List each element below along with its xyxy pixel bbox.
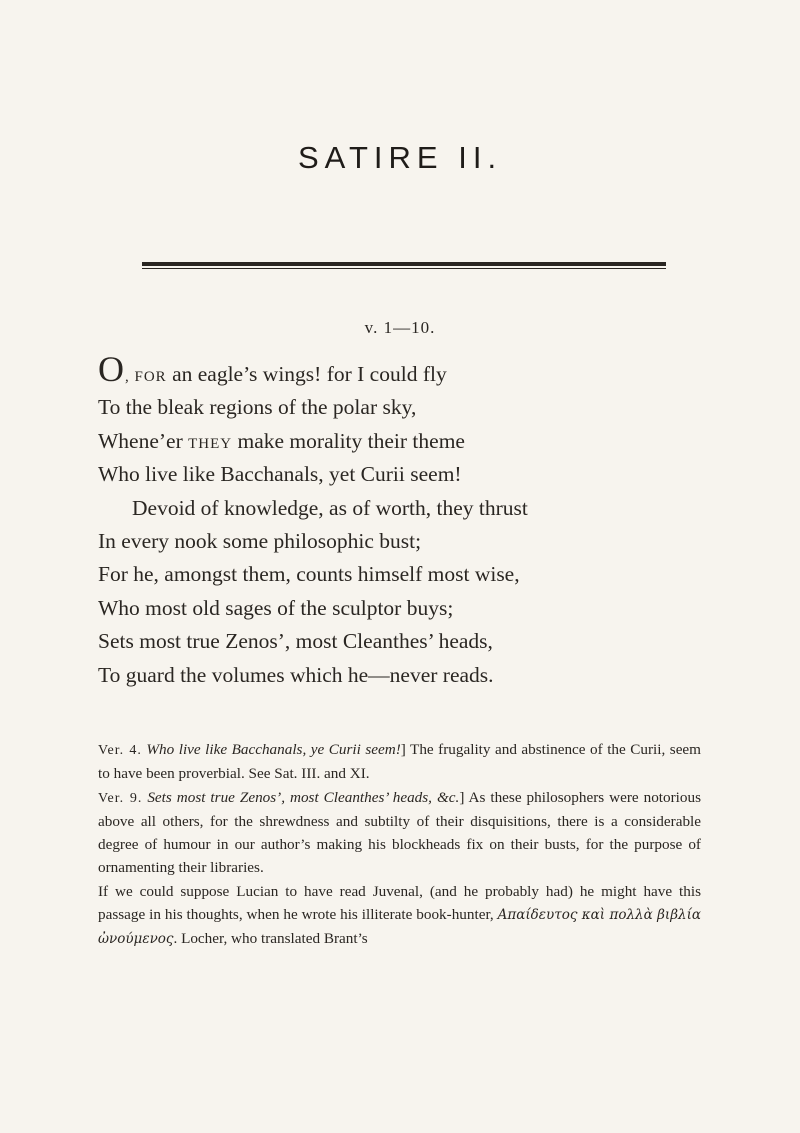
- poem-line-2: To the bleak regions of the polar sky,: [98, 395, 417, 420]
- poem-line-10: To guard the volumes which he—never reads.: [98, 662, 494, 687]
- poem-line-text: an eagle’s wings! for I could fly: [166, 362, 447, 386]
- thin-rule-line: [142, 268, 666, 269]
- note-text: . Locher, who translated Brant’s: [173, 930, 368, 948]
- poem-line-text: make morality their theme: [232, 428, 465, 453]
- page-title: SATIRE II.: [297, 140, 503, 175]
- small-caps-text: THEY: [188, 435, 233, 452]
- poem: [98, 349, 698, 692]
- poem-line-5: Devoid of knowledge, as of worth, they thrust: [132, 495, 528, 520]
- note-label: Ver. 4.: [98, 743, 142, 758]
- note-citation: Who live like Bacchanals, ye Curii seem!: [146, 741, 401, 758]
- footnote-ver-9: [98, 786, 701, 880]
- poem-line-1: [98, 349, 698, 391]
- greek-title: Απαίδευτος καὶ πολλὰ βιβλία ὠνούμενος: [98, 907, 701, 948]
- note-text: If we could suppose Lucian to have read Juvenal, (and he probably had) he might have this passage in his thoughts, when he wrote his illiterate book-hunter,: [98, 882, 701, 924]
- poem-line-7: For he, amongst them, counts himself most wise,: [98, 562, 520, 587]
- footnote-ver-4: [98, 738, 701, 786]
- poem-line-8: Who most old sages of the sculptor buys;: [98, 595, 454, 620]
- note-text: ] The frugality and abstinence of the Curii, seem to have been proverbial. See Sat. III. and XI.: [98, 741, 701, 783]
- title-rule: [142, 262, 666, 269]
- poem-line-3: [98, 425, 698, 458]
- note-text: ] As these philosophers were notorious above all others, for the shrewdness and subtilty of their disquisitions, there is a considerable degree of humour in our author’s making his blockheads fix on their busts, for the purpose of ornamenting their libraries.: [98, 788, 701, 877]
- footnote-lucian: [98, 880, 701, 952]
- note-label: Ver. 9.: [98, 790, 143, 806]
- small-caps-text: , FOR: [125, 369, 167, 385]
- footnotes: [98, 738, 701, 952]
- verse-range: v. 1—10.: [364, 318, 436, 337]
- poem-line-9: Sets most true Zenos’, most Cleanthes’ heads,: [98, 629, 493, 654]
- note-citation: Sets most true Zenos’, most Cleanthes’ heads, &c.: [147, 788, 460, 806]
- poem-line-text: Whene’er: [98, 428, 189, 453]
- poem-line-4: Who live like Bacchanals, yet Curii seem!: [98, 462, 462, 487]
- poem-line-6: In every nook some philosophic bust;: [98, 528, 422, 553]
- drop-cap: O: [98, 349, 124, 389]
- thick-rule-line: [142, 262, 666, 266]
